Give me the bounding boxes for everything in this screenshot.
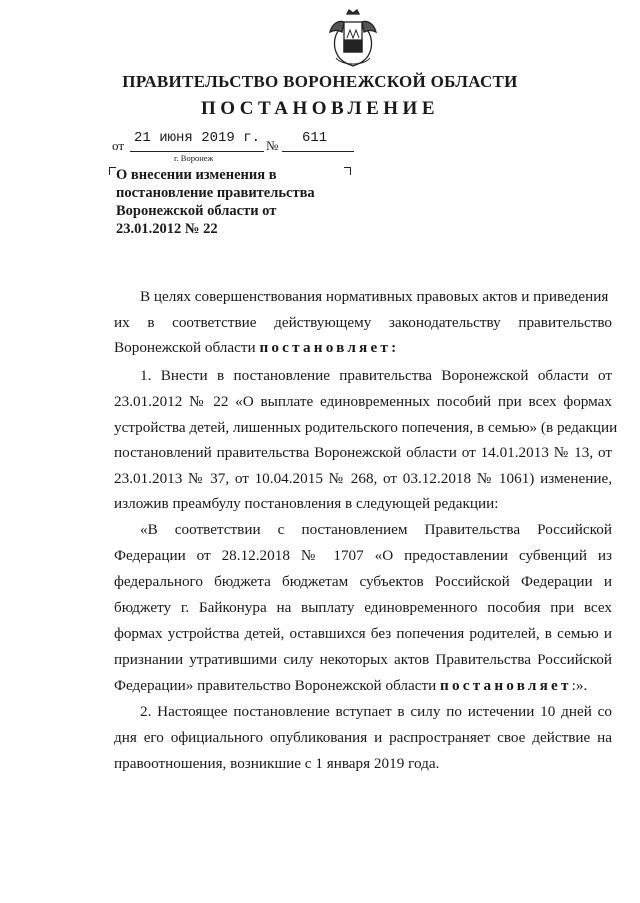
body-line: дня его официального опубликования и распространяет свое действие на bbox=[114, 729, 612, 746]
quote-line: «В соответствии с постановлением Правительства Российской bbox=[140, 521, 612, 538]
subject-line: О внесении изменения в bbox=[116, 167, 277, 183]
number-underline bbox=[282, 151, 354, 152]
body-line: 23.01.2013 № 37, от 10.04.2015 № 268, от 03.12.2018 № 1061) изменение, bbox=[114, 470, 612, 487]
body-text: Федерации» правительство Воронежской области bbox=[114, 677, 441, 694]
quote-line bbox=[114, 676, 612, 696]
decree-word: постановляет bbox=[440, 677, 572, 694]
subject-line: 23.01.2012 № 22 bbox=[116, 221, 218, 237]
coat-of-arms-icon bbox=[324, 8, 382, 70]
body-line: В целях совершенствования нормативных правовых актов и приведения bbox=[140, 288, 609, 305]
body-line bbox=[114, 338, 612, 358]
subject-line: Воронежской области от bbox=[116, 203, 277, 219]
date-value: 21 июня 2019 г. bbox=[134, 130, 261, 146]
body-line: постановлений правительства Воронежской области от 14.01.2013 № 13, от bbox=[114, 444, 612, 461]
body-line: правоотношения, возникшие с 1 января 2019 года. bbox=[114, 755, 440, 772]
body-text: :». bbox=[571, 677, 588, 694]
quote-line: федерального бюджета бюджетам субъектов Российской Федерации и bbox=[114, 573, 612, 590]
body-text: Воронежской области bbox=[114, 339, 260, 356]
quote-line: формах устройства детей, оставшихся без попечения родителей, в семью и bbox=[114, 625, 612, 642]
number-prefix: № bbox=[266, 138, 279, 153]
subject-line: постановление правительства bbox=[116, 185, 315, 201]
city-label: г. Воронеж bbox=[174, 153, 214, 163]
paragraph-2-line: 2. Настоящее постановление вступает в силу по истечении 10 дней со bbox=[140, 703, 612, 720]
body-line: изложив преамбулу постановления в следующей редакции: bbox=[114, 495, 499, 512]
body-line: 23.01.2012 № 22 «О выплате единовременных пособий при всех формах bbox=[114, 393, 612, 410]
number-value: 611 bbox=[302, 130, 328, 146]
subject-corner-left bbox=[109, 167, 116, 175]
quote-line: признании утратившими силу некоторых актов Правительства Российской bbox=[114, 651, 612, 668]
body-line: их в соответствие действующему законодательству правительство bbox=[114, 314, 612, 331]
organization-title: ПРАВИТЕЛЬСТВО ВОРОНЕЖСКОЙ ОБЛАСТИ bbox=[122, 72, 518, 91]
subject-block bbox=[116, 166, 346, 238]
body-line: устройства детей, лишенных родительского попечения, в семью» (в редакции bbox=[114, 419, 618, 436]
quote-line: бюджету г. Байконура на выплату единовременного пособия при всех bbox=[114, 599, 612, 616]
quote-line: Федерации от 28.12.2018 № 1707 «О предоставлении субвенций из bbox=[114, 547, 612, 564]
date-underline bbox=[130, 151, 264, 152]
document-type-title: ПОСТАНОВЛЕНИЕ bbox=[200, 98, 440, 119]
decree-word: постановляет: bbox=[259, 339, 400, 356]
date-prefix: от bbox=[112, 138, 125, 153]
paragraph-1-line: 1. Внести в постановление правительства Воронежской области от bbox=[140, 367, 612, 384]
